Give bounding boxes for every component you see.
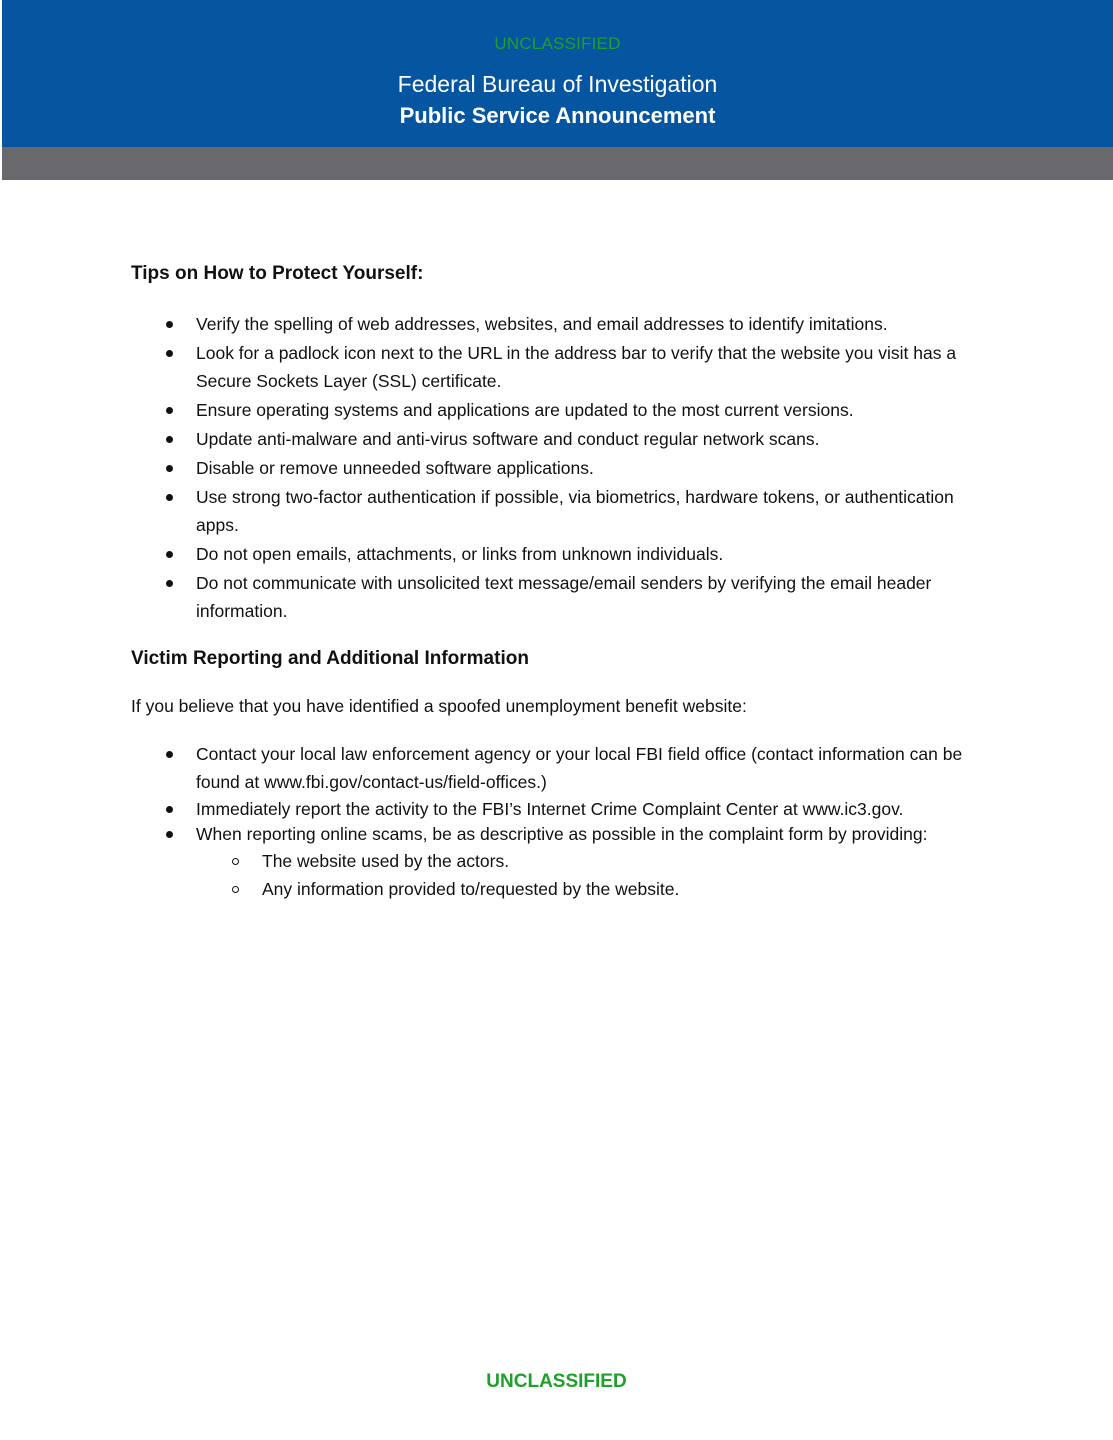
tips-heading: Tips on How to Protect Yourself: (131, 263, 424, 284)
list-item-text: Look for a padlock icon next to the URL in the address bar to verify that the website you visit has a Secure Sockets Layer (SSL) certificate. (196, 343, 957, 391)
list-item (131, 822, 991, 903)
list-item (131, 425, 991, 453)
list-item (131, 483, 991, 539)
document-type: Public Service Announcement (399, 103, 716, 128)
reporting-intro: If you believe that you have identified a spoofed unemployment benefit website: (131, 696, 747, 716)
bullet-icon (166, 407, 173, 414)
sub-list-item-text: Any information provided to/requested by the website. (262, 879, 680, 899)
list-item (131, 540, 991, 568)
bullet-icon (166, 831, 173, 838)
bullet-icon (166, 494, 173, 501)
bullet-icon (166, 350, 173, 357)
list-item (131, 569, 991, 625)
reporting-sub-list (196, 847, 991, 903)
list-item-text: Verify the spelling of web addresses, websites, and email addresses to identify imitations. (196, 314, 888, 334)
list-item (131, 396, 991, 424)
bullet-icon (166, 551, 173, 558)
sub-list-item (196, 847, 991, 875)
hollow-bullet-icon (232, 886, 239, 893)
header-banner (2, 0, 1113, 147)
bullet-icon (166, 465, 173, 472)
list-item-text: Immediately report the activity to the FBI’s Internet Crime Complaint Center at www.ic3.gov. (196, 799, 904, 819)
sub-list-item-text: The website used by the actors. (262, 851, 510, 871)
list-item-text: When reporting online scams, be as descriptive as possible in the complaint form by providing: (196, 824, 928, 844)
bullet-icon (166, 436, 173, 443)
bullet-icon (166, 321, 173, 328)
list-item-text: Use strong two-factor authentication if possible, via biometrics, hardware tokens, or authentication apps. (196, 487, 954, 535)
agency-name: Federal Bureau of Investigation (397, 71, 718, 97)
list-item (131, 797, 991, 822)
list-item-text: Contact your local law enforcement agency or your local FBI field office (contact information can be found at www.fbi.gov/contact-us/field-offices.) (196, 744, 963, 792)
list-item-text: Do not open emails, attachments, or links from unknown individuals. (196, 544, 724, 564)
list-item-text: Disable or remove unneeded software applications. (196, 458, 594, 478)
header-divider-band (2, 147, 1113, 180)
header-classification: UNCLASSIFIED (494, 34, 621, 53)
sub-list-item (196, 875, 991, 903)
bullet-icon (166, 751, 173, 758)
list-item-text: Ensure operating systems and applications are updated to the most current versions. (196, 400, 854, 420)
bullet-icon (166, 580, 173, 587)
list-item-text: Do not communicate with unsolicited text message/email senders by verifying the email header information. (196, 573, 932, 621)
footer-classification: UNCLASSIFIED (486, 1371, 627, 1392)
tips-list (131, 310, 991, 626)
list-item-text: Update anti-malware and anti-virus software and conduct regular network scans. (196, 429, 820, 449)
hollow-bullet-icon (232, 858, 239, 865)
bullet-icon (166, 806, 173, 813)
reporting-list (131, 740, 991, 903)
list-item (131, 339, 991, 395)
list-item (131, 740, 991, 796)
list-item (131, 454, 991, 482)
list-item (131, 310, 991, 338)
reporting-heading: Victim Reporting and Additional Information (131, 648, 529, 669)
